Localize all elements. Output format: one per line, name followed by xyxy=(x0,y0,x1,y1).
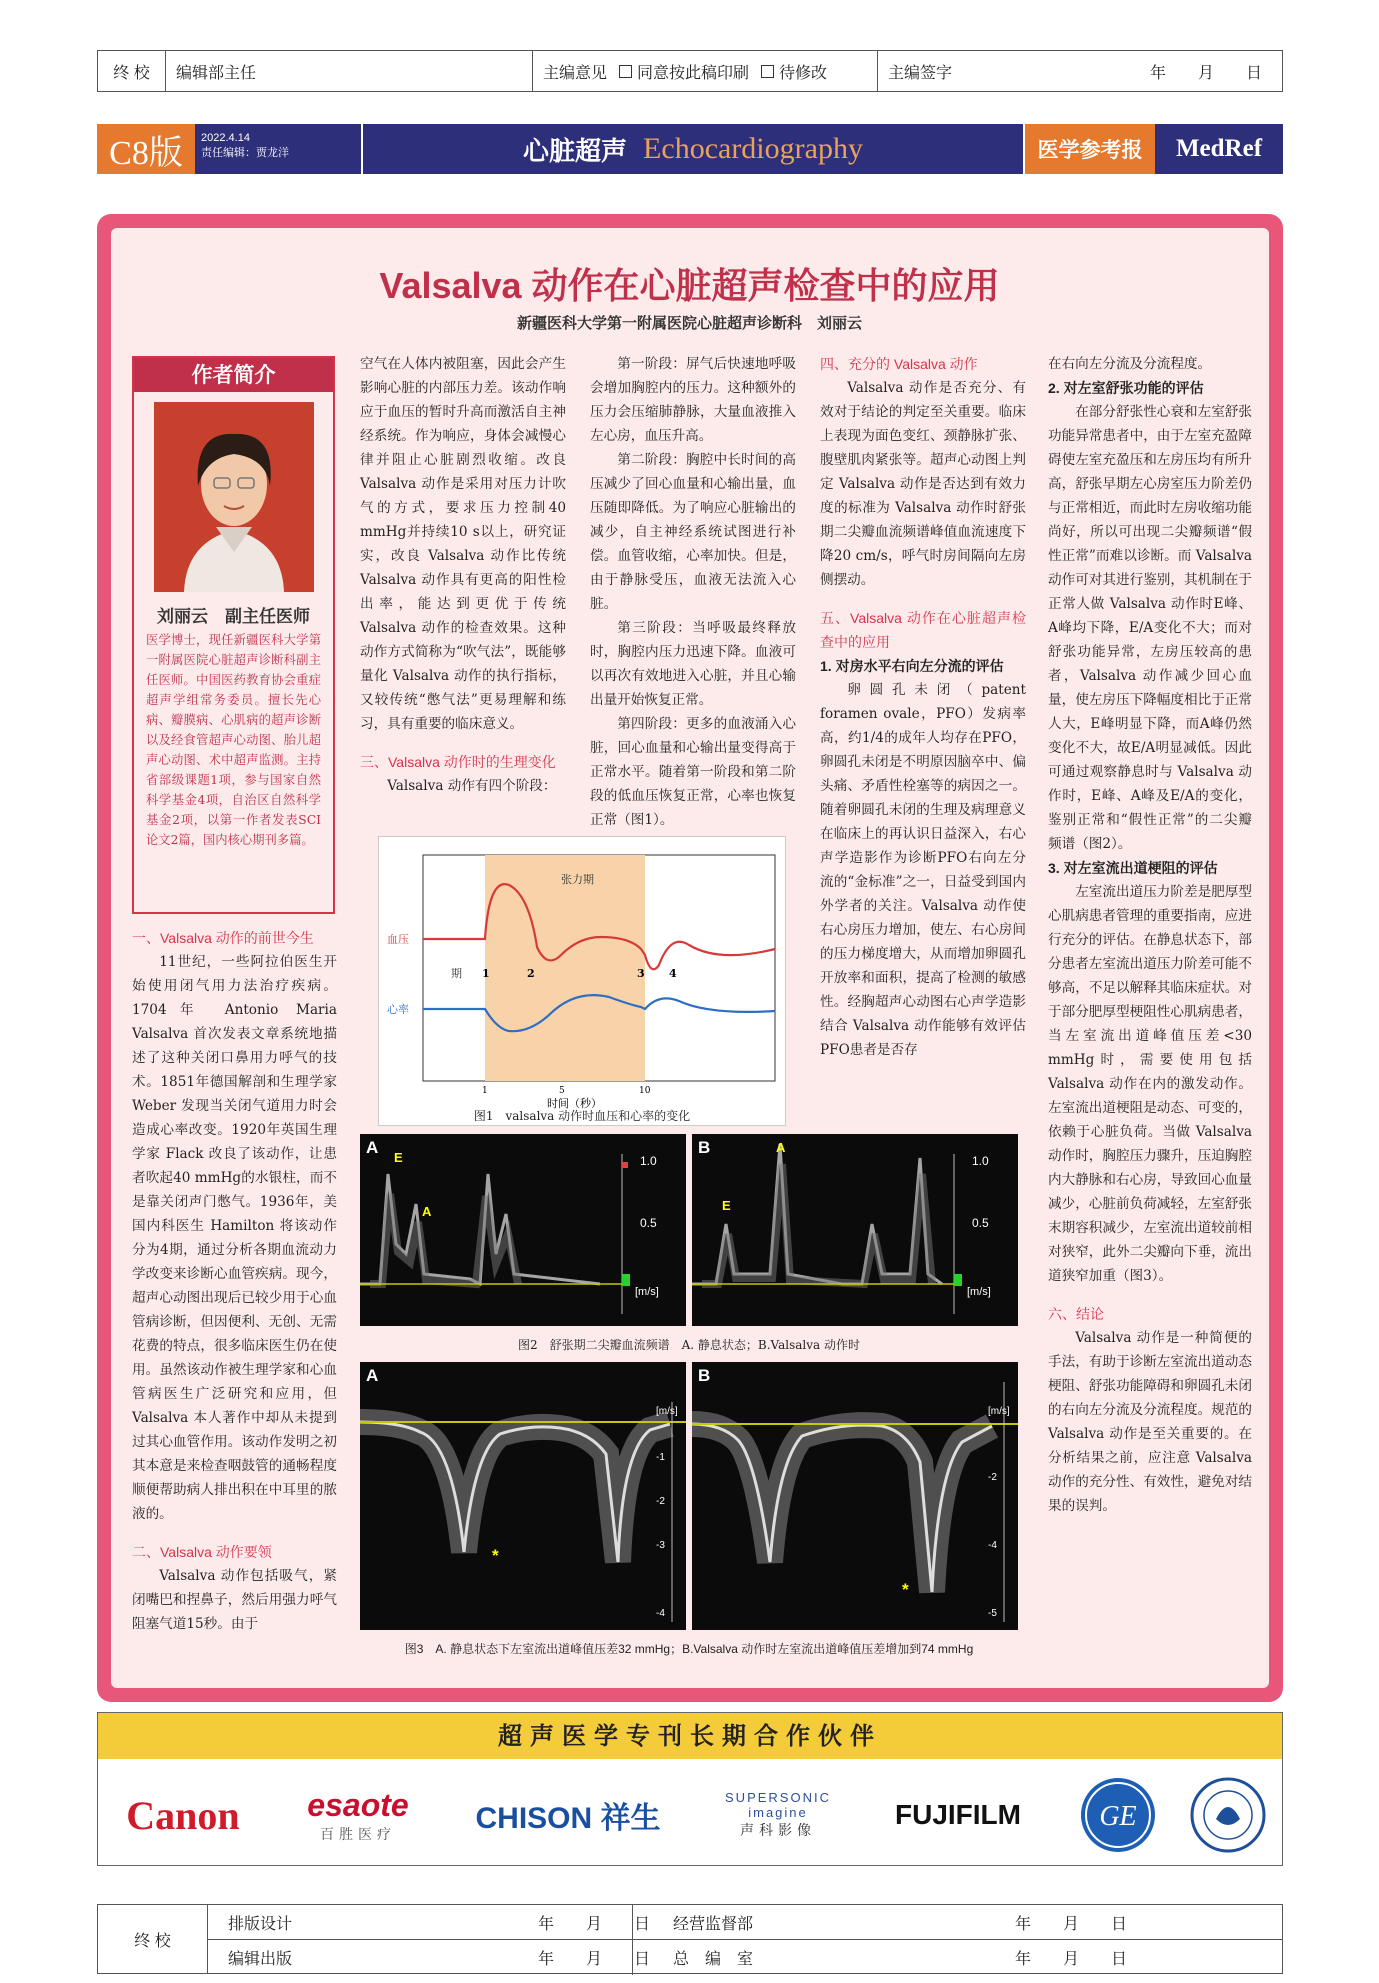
esaote-logo: esaote 百胜医疗 xyxy=(307,1786,409,1843)
paragraph: 第一阶段：屏气后快速地呼吸会增加胸腔内的压力。这种额外的压力会压缩肺静脉，大量血液推入左心房，血压升高。 xyxy=(590,356,796,444)
paragraph: Valsalva 动作是否充分、有效对于结论的判定至关重要。临床上表现为面色变红、颈静脉扩张、腹壁肌肉紧张等。超声心动图上判定 Valsalva 动作是否达到有效力度的标准为 Valsalva 动作时舒张期二尖瓣血流频谱峰值血流速度下降20 cm/s，呼气时房间隔向左房侧摆动。 xyxy=(820,380,1026,588)
revise-checkbox[interactable] xyxy=(761,65,774,78)
column-5 xyxy=(1048,352,1252,1518)
subheading-3: 3. 对左室流出道梗阻的评估 xyxy=(1048,860,1218,876)
partner-heading: 超声医学专刊长期合作伙伴 xyxy=(98,1713,1282,1759)
section-heading-5: 五、Valsalva 动作在心脏超声检查中的应用 xyxy=(820,610,1026,650)
section-heading-2: 二、Valsalva 动作要领 xyxy=(132,1544,272,1560)
fig2-b-label: B xyxy=(698,1138,711,1157)
x-tick-10: 10 xyxy=(639,1086,651,1096)
article-title: Valsalva 动作在心脏超声检查中的应用 xyxy=(379,265,1000,306)
page-header xyxy=(97,124,1283,174)
canon-logo: Canon xyxy=(126,1792,240,1838)
scale-unit: [m/s] xyxy=(988,1406,1010,1417)
paragraph: 左室流出道压力阶差是肥厚型心肌病患者管理的重要指南，应进行充分的评估。在静息状态下，部分患者左室流出道压力阶差可能不够高，不足以解释其临床症状。对于部分肥厚型梗阻性心肌病患者，当左室流出道峰值压差<30 mmHg时，需要使用包括 Valsalva 动作在内的激发动作。左室流出道梗阻是动态、可变的，依赖于心脏负荷。当做 Valsalva 动作时，胸腔压力骤升，压迫胸腔内大静脉和右心房，导致回心血量减少，心脏前负荷减轻，左室舒张末期容积减少，左室流出道较前相对狭窄，此外二尖瓣向下垂，流出道狭窄加重（图3）。 xyxy=(1048,884,1252,1284)
scale-minus5: -5 xyxy=(988,1608,997,1619)
partner-banner xyxy=(97,1712,1283,1866)
scale-minus3: -3 xyxy=(656,1540,665,1551)
section-heading-6: 六、结论 xyxy=(1048,1306,1104,1322)
final-check-label: 终 校 xyxy=(98,51,166,91)
layout-label: 排版设计 xyxy=(228,1915,293,1933)
author-name: 刘丽云 副主任医师 xyxy=(157,607,310,627)
strain-phase-region xyxy=(485,855,645,1081)
opinion-label: 主编意见 xyxy=(543,64,608,82)
author-box xyxy=(132,356,335,914)
fig3-b-label: B xyxy=(698,1366,711,1385)
scale-minus2: -2 xyxy=(656,1496,665,1507)
dept-head-label: 编辑部主任 xyxy=(166,51,533,91)
paragraph: Valsalva 动作是一种简便的手法，有助于诊断左室流出道动态梗阻、舒张功能障碍和卵圆孔未闭的右向左分流及分流程度。规范的 Valsalva 动作是至关重要的。在分析结果之前，应注意 Valsalva 动作的充分性、有效性，避免对结果的误判。 xyxy=(1048,1330,1252,1514)
subheading-1: 1. 对房水平右向左分流的评估 xyxy=(820,658,1004,674)
supervise-date: 年 月 日 xyxy=(1015,1915,1128,1933)
scale-05: 0.5 xyxy=(640,1216,657,1230)
a-wave-label: A xyxy=(422,1204,432,1219)
revise-option: 待修改 xyxy=(779,64,828,82)
paragraph: 卵圆孔未闭（patent foramen ovale，PFO）发病率高，约1/4的成年人均存在PFO，卵圆孔未闭是不明原因脑卒中、偏头痛、矛盾性栓塞等的病因之一。随着卵圆孔未闭的生理及病理意义在临床上的再认识日益深入，右心声学造影作为诊断PFO右向左分流的“金标准”之一，日益受到国内外学者的关注。Valsalva 动作使右心房压力增加，使左、右心房间的压力梯度增大，从而增加卵圆孔开放率和面积，提高了检测的敏感性。经胸超声心动图右心声学造影结合 Valsalva 动作能够有效评估PFO患者是否存 xyxy=(820,682,1026,1058)
phase-label: 期 xyxy=(451,967,462,980)
approve-option: 同意按此稿印刷 xyxy=(637,64,750,82)
association-seal-logo xyxy=(1183,1765,1273,1865)
ge-logo xyxy=(1073,1765,1163,1865)
paragraph: 空气在人体内被阻塞，因此会产生影响心脏的内部压力差。该动作响应于血压的暂时升高而激活自主神经系统。作为响应，身体会减慢心律并阻止心脏剧烈收缩。改良 Valsalva 动作是采用对压力计吹气的方式，要求压力控制40 mmHg并持续10 s以上，研究证实，改良 Valsalva 动作比传统 Valsalva 动作具有更高的阳性检出率，能达到更优于传统 Valsalva 动作的检查效果。这种动作方式简称为“吹气法”，既能够量化 Valsalva 动作的执行指标，又较传统“憋气法”更易理解和练习，具有重要的临床意义。 xyxy=(360,356,566,732)
scale-05: 0.5 xyxy=(972,1216,989,1230)
peak-marker: * xyxy=(902,1580,909,1599)
scale-minus4: -4 xyxy=(988,1540,997,1551)
paragraph: 在部分舒张性心衰和左室舒张功能异常患者中，由于左室充盈障碍使左室充盈压和左房压均有所升高，舒张早期左心房室压力阶差仍与正常相近，而此时左房收缩功能尚好，所以可出现二尖瓣频谱“假性正常”而难以诊断。而 Valsalva 动作可对其进行鉴别，其机制在于正常人做 Valsalva 动作时E峰、A峰均下降，E/A变化不大；而对舒张功能异常，左房压较高的患者，Valsalva 动作减少回心血量，使左房压下降幅度相比于正常人大，E峰明显下降，而A峰仍然变化不大，故E/A明显减低。因此可通过观察静息时与 Valsalva 动作时，E峰、A峰及E/A的变化，鉴别正常和“假性正常”的二尖瓣频谱（图2）。 xyxy=(1048,404,1252,852)
layout-date: 年 月 日 xyxy=(338,1905,633,1939)
footer-final-label: 终 校 xyxy=(98,1905,208,1973)
approve-checkbox[interactable] xyxy=(619,65,632,78)
fig2-panel-a xyxy=(360,1134,686,1326)
column-4 xyxy=(820,352,1026,1062)
chison-logo: CHISON 祥生 xyxy=(475,1802,661,1835)
section-banner xyxy=(361,124,1025,174)
paper-name-en: MedRef xyxy=(1155,124,1283,174)
proof-header-bar xyxy=(97,50,1283,92)
author-bio: 医学博士，现任新疆医科大学第一附属医院心脏超声诊断科副主任医师。中国医药教育协会重症超声学组常务委员。擅长先心病、瓣膜病、心肌病的超声诊断以及经食管超声心动图、胎儿超声心动图、术中超声监测。主持省部级课题1项，参与国家自然科学基金4项，自治区自然科学基金2项，以第一作者发表SCI论文2篇，国内核心期刊多篇。 xyxy=(146,633,321,847)
fig2-a-label: A xyxy=(366,1138,379,1157)
supervise-label: 经营监督部 xyxy=(673,1915,754,1933)
proof-footer-bar xyxy=(97,1904,1283,1974)
issue-info xyxy=(195,124,361,174)
peak-marker: * xyxy=(492,1546,499,1565)
column-1 xyxy=(132,926,337,1636)
x-tick-5: 5 xyxy=(559,1086,565,1096)
column-2 xyxy=(360,352,566,798)
author-heading: 作者简介 xyxy=(134,358,333,392)
scale-unit: [m/s] xyxy=(635,1286,659,1298)
paper-name-cn: 医学参考报 xyxy=(1025,124,1155,174)
author-photo xyxy=(154,402,314,592)
phase-4-label: 4 xyxy=(669,967,677,980)
figure-1 xyxy=(378,836,786,1126)
phase-3-label: 3 xyxy=(637,967,645,980)
hr-label: 心率 xyxy=(387,1003,409,1016)
supersonic-logo: SUPERSONIC imagine 声科影像 xyxy=(725,1790,831,1839)
e-wave-label: E xyxy=(722,1198,731,1213)
scale-minus2: -2 xyxy=(988,1472,997,1483)
a-wave-label: A xyxy=(776,1140,786,1155)
x-tick-1: 1 xyxy=(482,1086,488,1096)
figure-2-caption: 图2 舒张期二尖瓣血流频谱 A. 静息状态；B.Valsalva 动作时 xyxy=(517,1338,861,1352)
fig3-panel-b xyxy=(692,1362,1018,1630)
chief-office-date: 年 月 日 xyxy=(1015,1951,1128,1968)
column-3 xyxy=(590,352,796,832)
chief-office-label: 总 编 室 xyxy=(673,1951,754,1968)
article-byline: 新疆医科大学第一附属医院心脏超声诊断科 刘丽云 xyxy=(516,315,862,332)
paragraph: 第二阶段：胸腔中长时间的高压减少了回心血量和心输出量，血压随即降低。为了响应心脏输出的减少，自主神经系统试图进行补偿。血管收缩，心率加快。但是，由于静脉受压，血液无法流入心脏。 xyxy=(590,452,796,612)
e-wave-label: E xyxy=(394,1150,403,1165)
svg-text:GE: GE xyxy=(1099,1801,1137,1832)
paragraph: 第四阶段：更多的血液涌入心脏，回心血量和心输出量变得高于正常水平。随着第一阶段和第二阶段的低血压恢复正常，心率也恢复正常（图1）。 xyxy=(590,716,796,828)
section-heading-1: 一、Valsalva 动作的前世今生 xyxy=(132,930,314,946)
bp-hr-chart xyxy=(379,837,787,1127)
figure-1-caption: 图1 valsalva 动作时血压和心率的变化 xyxy=(473,1109,691,1123)
sign-date: 年 月 日 xyxy=(1149,64,1262,82)
figure-3-caption: 图3 A. 静息状态下左室流出道峰值压差32 mmHg；B.Valsalva 动作时左室流出道峰值压差增加到74 mmHg xyxy=(404,1642,974,1656)
phase-2-label: 2 xyxy=(527,967,535,980)
paragraph: 在右向左分流及分流程度。 xyxy=(1048,356,1212,372)
bp-label: 血压 xyxy=(387,933,409,946)
publish-date: 年 月 日 xyxy=(338,1940,633,1975)
sign-label: 主编签字 xyxy=(888,64,953,82)
strain-phase-label: 张力期 xyxy=(561,873,594,886)
scale-unit: [m/s] xyxy=(656,1406,678,1417)
paragraph: 11世纪，一些阿拉伯医生开始使用闭气用力法治疗疾病。1704年 Antonio Maria Valsalva 首次发表文章系统地描述了这种关闭口鼻用力呼气的技术。1851年德国解剖和生理学家 Weber 发现当关闭气道用力时会造成心率改变。1920年英国生理学家 Flack 改良了该动作，让患者吹起40 mmHg的水银柱，而不是靠关闭声门憋气。1936年，美国内科医生 Hamilton 将该动作分为4期，通过分析各期血流动力学改变来诊断心血管疾病。现今，超声心动图出现后已较少用于心血管病诊断，但因便利、无创、无需花费的特点，很多临床医生仍在使用。虽然该动作被生理学家和心血管病医生广泛研究和应用，但 Valsalva 本人著作中却从未提到过其心血管作用。该动作发明之初其本意是来检查咽鼓管的通畅程度顺便帮助病人排出积在中耳里的脓液的。 xyxy=(132,954,337,1522)
subheading-2: 2. 对左室舒张功能的评估 xyxy=(1048,380,1204,396)
scale-unit: [m/s] xyxy=(967,1286,991,1298)
paragraph: Valsalva 动作有四个阶段： xyxy=(387,778,557,794)
paragraph: 第三阶段：当呼吸最终释放时，胸腔内压力迅速下降。血液可以再次有效地进入心脏，并且心输出量开始恢复正常。 xyxy=(590,620,796,708)
scale-1: 1.0 xyxy=(972,1154,989,1168)
x-axis-label: 时间（秒） xyxy=(547,1097,602,1110)
section-title-en: Echocardiography xyxy=(643,132,863,165)
issue-editor: 责任编辑：贾龙洋 xyxy=(201,147,289,159)
scale-minus4: -4 xyxy=(656,1608,665,1619)
edition-label: C8版 xyxy=(97,124,195,174)
phase-1-label: 1 xyxy=(482,967,490,980)
section-heading-3: 三、Valsalva 动作时的生理变化 xyxy=(360,754,556,770)
scale-1: 1.0 xyxy=(640,1154,657,1168)
paragraph: Valsalva 动作包括吸气，紧闭嘴巴和捏鼻子，然后用强力呼气阻塞气道15秒。由于 xyxy=(132,1568,337,1632)
issue-date: 2022.4.14 xyxy=(201,132,250,144)
fujifilm-logo: FUJIFILM xyxy=(895,1799,1021,1830)
section-title-cn: 心脏超声 xyxy=(523,136,628,167)
fig3-panel-a xyxy=(360,1362,686,1630)
publish-label: 编辑出版 xyxy=(228,1951,293,1968)
fig3-a-label: A xyxy=(366,1366,379,1385)
section-heading-4: 四、充分的 Valsalva 动作 xyxy=(820,356,978,372)
scale-minus1: -1 xyxy=(656,1452,665,1463)
fig2-panel-b xyxy=(692,1134,1018,1326)
